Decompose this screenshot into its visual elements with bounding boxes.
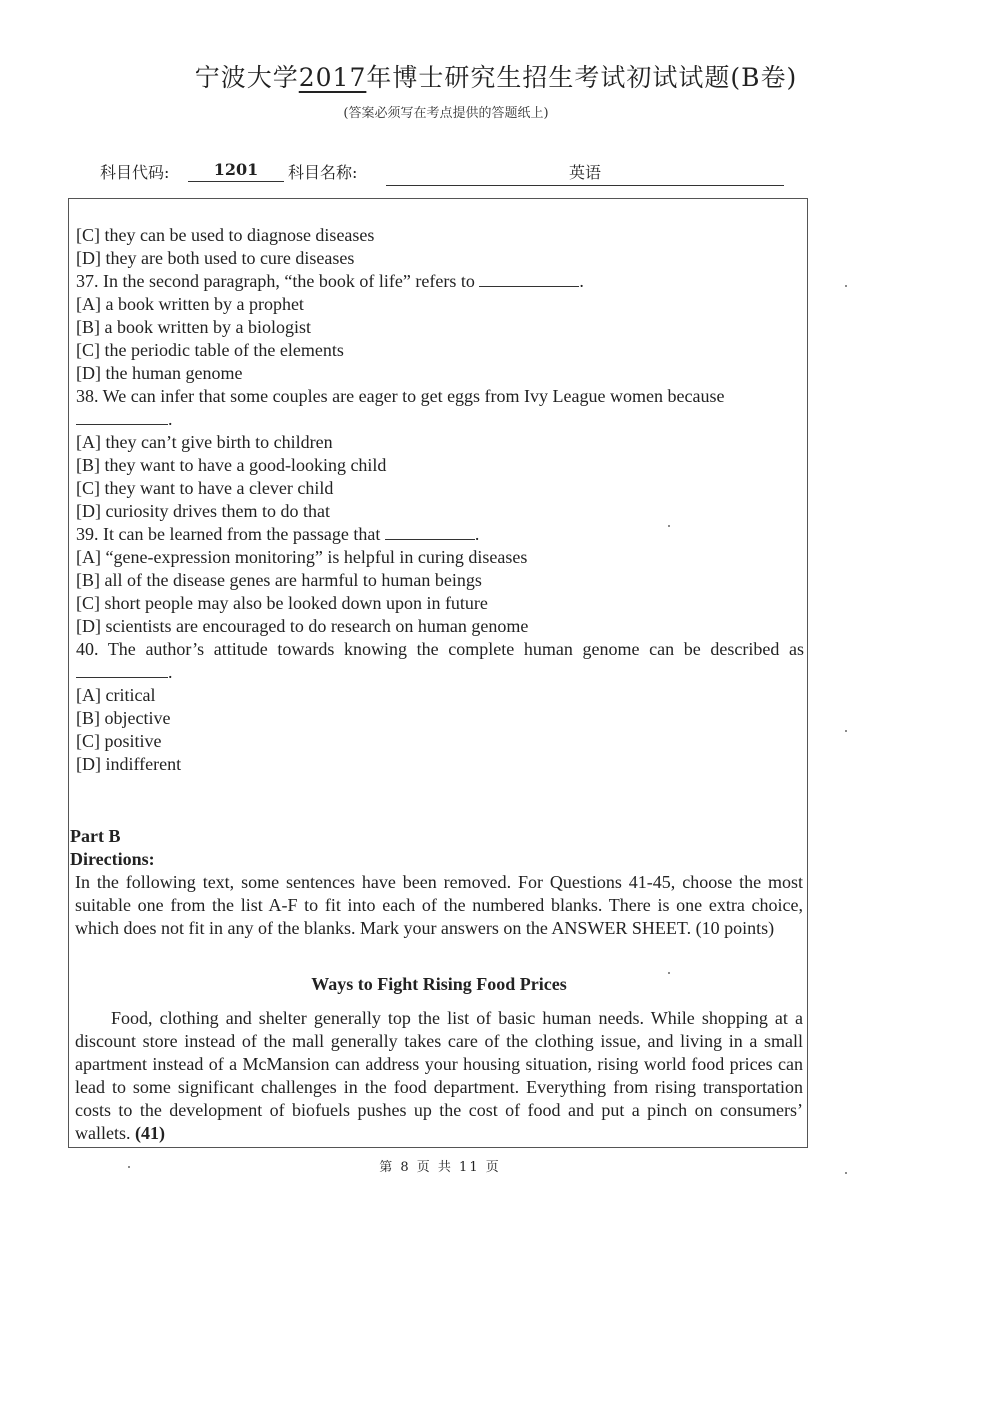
question-text: [C] they want to have a clever child [76,478,334,498]
question-line [76,592,804,615]
question-line: 37. In the second paragraph, “the book of life” refers to . [76,271,584,291]
answer-blank [385,523,475,540]
question-line: 40. The author’s attitude towards knowing the complete human genome can be described as . [76,639,804,682]
question-line [76,431,804,454]
question-text: [B] a book written by a biologist [76,317,311,337]
question-line [76,569,804,592]
scan-speck [845,1172,847,1174]
question-line [76,454,804,477]
article-paragraph [75,1007,803,1145]
title-year: 2017 [298,63,367,92]
question-text: [C] short people may also be looked down upon in future [76,593,488,613]
question-box [68,198,808,1148]
question-line [76,385,804,408]
question-line [76,224,804,247]
question-text: [A] a book written by a prophet [76,294,304,314]
scan-speck [845,730,847,732]
question-line [76,546,804,569]
answer-blank [76,661,168,678]
question-text: [D] scientists are encouraged to do research on human genome [76,616,529,636]
question-line [76,500,804,523]
article-title: Ways to Fight Rising Food Prices [311,974,567,994]
question-line [76,293,804,316]
question-text: 37. In the second paragraph, “the book of life” refers to [76,271,475,291]
blank-marker-41: (41) [135,1123,165,1143]
question-line [76,477,804,500]
subject-code-value: 1201 [188,160,284,182]
part-b-heading: Part B [70,826,121,846]
question-text: [C] they can be used to diagnose diseases [76,225,375,245]
question-line [76,707,804,730]
question-text: [A] “gene-expression monitoring” is helpful in curing diseases [76,547,528,567]
paragraph-text: Food, clothing and shelter generally top the list of basic human needs. While shopping at a discount store instead of the mall generally takes care of the clothing issue, and living in a small apartment instead of a McMansion can address your housing situation, rising world food prices can lead to some significant challenges in the food department. Everything from rising transportation costs to the development of biofuels pushes up the cost of food and put a pinch on consumers’ wallets. [75,1008,803,1143]
question-text: [A] critical [76,685,156,705]
question-line [76,684,804,707]
question-text: [C] the periodic table of the elements [76,340,344,360]
question-line [76,339,804,362]
subject-info-row [100,160,790,186]
question-line [76,730,804,753]
question-text: 38. We can infer that some couples are eager to get eggs from Ivy League women because [76,386,725,406]
question-text: [B] they want to have a good-looking child [76,455,387,475]
answer-blank [76,408,168,425]
question-line [76,316,804,339]
directions-label: Directions: [70,849,155,869]
exam-title [0,58,992,94]
question-text: [D] indifferent [76,754,182,774]
page-footer: 第 8 页 共 11 页 [379,1160,501,1175]
scan-speck [845,285,847,287]
title-suffix: 年博士研究生招生考试初试试题(B卷) [366,63,798,92]
directions-text: In the following text, some sentences have been removed. For Questions 41-45, choose the most suitable one from the list A-F to fit into each of the numbered blanks. There is one extra choice, which does not fit in any of the blanks. Mark your answers on the ANSWER SHEET. (10 points) [75,872,803,938]
question-text: 40. The author’s attitude towards knowing the complete human genome can be described as [76,639,804,659]
question-line [76,615,804,638]
question-text: 39. It can be learned from the passage that [76,524,381,544]
question-text: [D] curiosity drives them to do that [76,501,330,521]
question-text: [B] objective [76,708,171,728]
question-text: [B] all of the disease genes are harmful to human beings [76,570,482,590]
answer-blank [479,270,579,287]
question-text: [D] they are both used to cure diseases [76,248,355,268]
title-prefix: 宁波大学 [194,63,299,92]
question-line [76,753,804,776]
question-line [76,247,804,270]
exam-subtitle: (答案必须写在考点提供的答题纸上) [343,106,549,121]
subject-name-label: 科目名称: [288,163,358,182]
subject-code-label: 科目代码: [100,163,170,182]
question-text: [A] they can’t give birth to children [76,432,333,452]
question-text: [D] the human genome [76,363,243,383]
question-list: [C] they can be used to diagnose diseases [D] they are both used to cure diseases 37. In the second paragraph, “the book of life” refers to . [A] a book written by a prophet [B] a book written by a biologist [C] the periodic table of the elements [D] the human genome 38. We can infer that some couples are eager to get eggs from Ivy League women because . [A] they can’t give birth to children [B] they want to have a good-looking child [C] they want to have a clever child [D] curiosity drives them to do that 39. It can be learned from the passage that . [A] “gene-expression monitoring” is helpful in curing diseases [B] all of the disease genes are harmful to human beings [C] short people may also be looked down upon in future [D] scientists are encouraged to do research on human genome 40. The author’s attitude towards knowing the complete human genome can be described as . [A] critical [B] objective [C] positive [D] indifferent [76,225,804,774]
scan-speck [128,1166,130,1168]
scan-speck [668,972,670,974]
subject-name-value: 英语 [386,160,784,186]
question-text: [C] positive [76,731,162,751]
scan-speck [668,525,670,527]
question-line [76,362,804,385]
question-line: 39. It can be learned from the passage that . [76,524,480,544]
